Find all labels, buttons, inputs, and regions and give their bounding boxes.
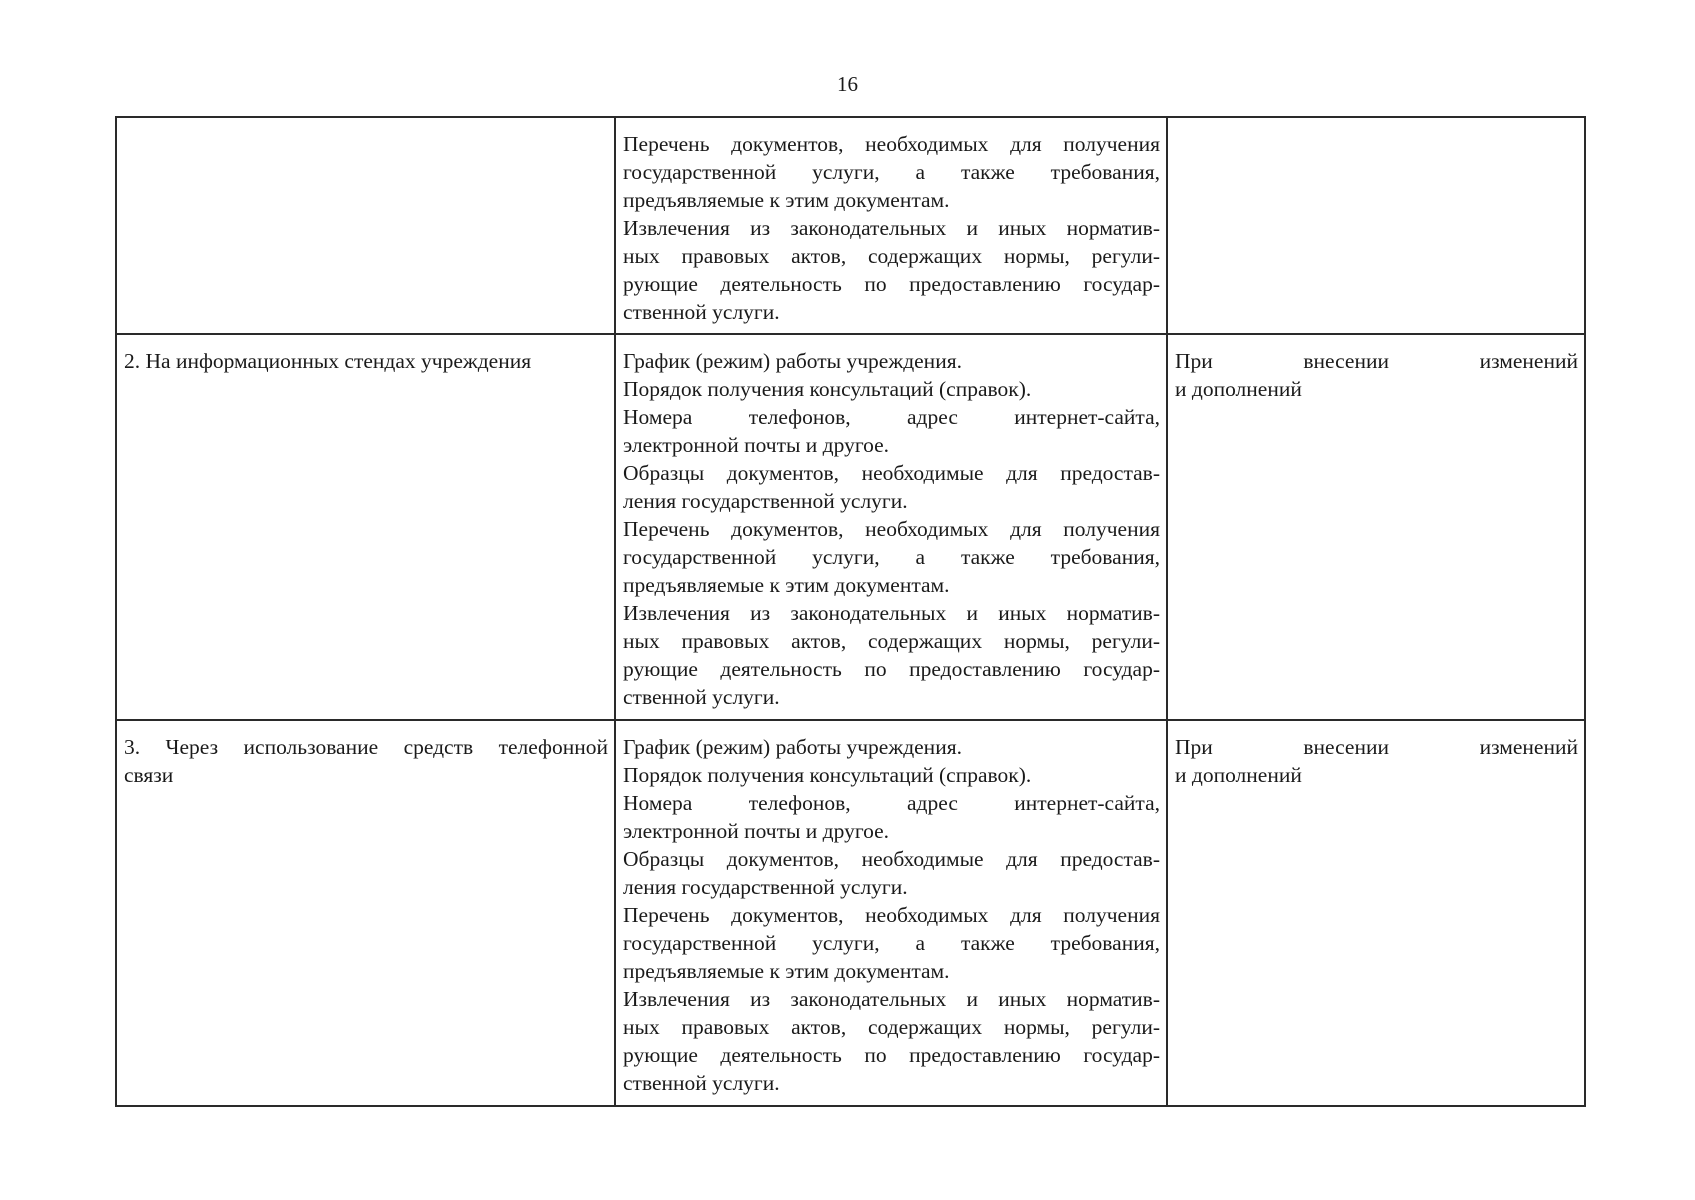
text-line: ления государственной услуги.: [623, 489, 908, 513]
text-line: предъявляемые к этим документам.: [623, 188, 950, 212]
text-line: Извлечения из законодательных и иных норматив-: [623, 601, 1160, 625]
content-cell: [615, 334, 1167, 720]
text-line: При внесении изменений: [1175, 735, 1578, 759]
text-line: Извлечения из законодательных и иных норматив-: [623, 216, 1160, 240]
text-line: ных правовых актов, содержащих нормы, регули-: [623, 1015, 1160, 1039]
update-period-cell: [1167, 334, 1585, 720]
page-number: 16: [837, 72, 858, 96]
content-cell: [615, 117, 1167, 334]
content-cell: [615, 720, 1167, 1106]
text-line: предъявляемые к этим документам.: [623, 959, 950, 983]
information-table: [115, 116, 1586, 1107]
text-line: Перечень документов, необходимых для получения: [623, 903, 1160, 927]
table-row: [116, 334, 1585, 720]
text-line: ственной услуги.: [623, 685, 780, 709]
text-line: График (режим) работы учреждения.: [623, 349, 962, 373]
text-line: Порядок получения консультаций (справок).: [623, 377, 1032, 401]
text-line: ственной услуги.: [623, 1071, 780, 1095]
placement-cell: [116, 720, 615, 1106]
text-line: государственной услуги, а также требования,: [623, 931, 1160, 955]
text-line: государственной услуги, а также требования,: [623, 545, 1160, 569]
text-line: ных правовых актов, содержащих нормы, регули-: [623, 244, 1160, 268]
text-line: Номера телефонов, адрес интернет-сайта,: [623, 791, 1160, 815]
text-line: Номера телефонов, адрес интернет-сайта,: [623, 405, 1160, 429]
table-body: [116, 117, 1585, 1106]
placement-cell: [116, 334, 615, 720]
text-line: Перечень документов, необходимых для получения: [623, 517, 1160, 541]
text-line: График (режим) работы учреждения.: [623, 735, 962, 759]
table-row: [116, 720, 1585, 1106]
text-line: и дополнений: [1175, 763, 1302, 787]
text-line: ных правовых актов, содержащих нормы, регули-: [623, 629, 1160, 653]
text-line: 2. На информационных стендах учреждения: [124, 349, 532, 373]
table-row: [116, 117, 1585, 334]
update-period-cell: [1167, 117, 1585, 334]
text-line: электронной почты и другое.: [623, 819, 890, 843]
text-line: При внесении изменений: [1175, 349, 1578, 373]
placement-cell: [116, 117, 615, 334]
text-line: ления государственной услуги.: [623, 875, 908, 899]
text-line: Образцы документов, необходимые для предостав-: [623, 847, 1160, 871]
text-line: предъявляемые к этим документам.: [623, 573, 950, 597]
text-line: и дополнений: [1175, 377, 1302, 401]
text-line: ственной услуги.: [623, 300, 780, 324]
text-line: рующие деятельность по предоставлению государ-: [623, 1043, 1160, 1067]
text-line: государственной услуги, а также требования,: [623, 160, 1160, 184]
text-line: связи: [124, 763, 174, 787]
text-line: рующие деятельность по предоставлению государ-: [623, 657, 1160, 681]
text-line: рующие деятельность по предоставлению государ-: [623, 272, 1160, 296]
text-line: электронной почты и другое.: [623, 433, 890, 457]
update-period-cell: [1167, 720, 1585, 1106]
text-line: Извлечения из законодательных и иных норматив-: [623, 987, 1160, 1011]
text-line: Перечень документов, необходимых для получения: [623, 132, 1160, 156]
text-line: Порядок получения консультаций (справок).: [623, 763, 1032, 787]
text-line: 3. Через использование средств телефонной: [124, 735, 608, 759]
text-line: Образцы документов, необходимые для предостав-: [623, 461, 1160, 485]
